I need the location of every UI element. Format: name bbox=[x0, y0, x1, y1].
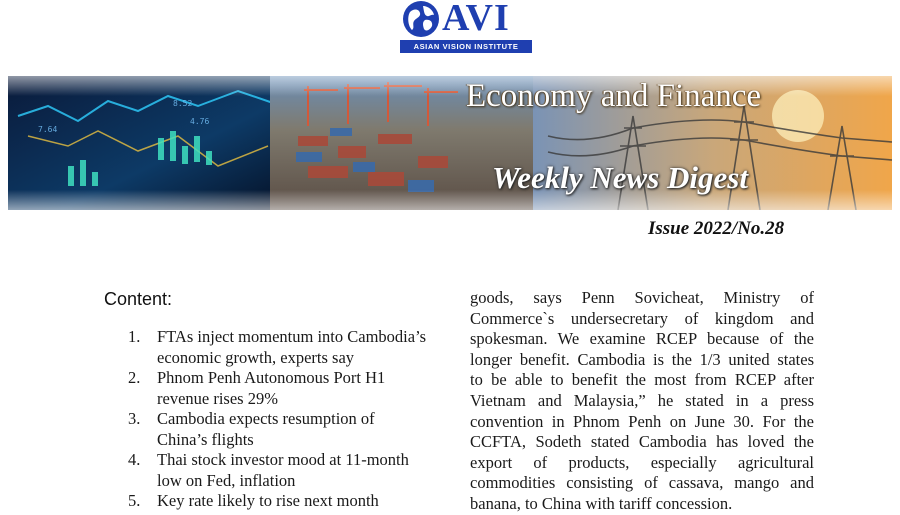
item-title-line1: FTAs inject momentum into Cambodia’s bbox=[157, 327, 427, 346]
avi-logo bbox=[400, 0, 535, 58]
banner-title: Economy and Finance bbox=[466, 78, 762, 114]
contents-list bbox=[128, 327, 448, 512]
article-line: banana, to China with tariff concession. bbox=[470, 493, 733, 513]
banner-subtitle: Weekly News Digest bbox=[492, 160, 748, 195]
item-number: 2. bbox=[128, 368, 141, 387]
article-line: Commerce`s undersecretary of kingdom and bbox=[470, 308, 814, 328]
article-body bbox=[470, 288, 814, 515]
item-title-line2: economic growth, experts say bbox=[157, 347, 355, 367]
item-title-line2: revenue rises 29% bbox=[157, 388, 278, 408]
contents-item[interactable] bbox=[128, 450, 448, 491]
article-line: longer benefit. Cambodia is the 1/3 united states bbox=[470, 349, 814, 369]
item-title-line2: low on Fed, inflation bbox=[157, 470, 296, 490]
article-line: goods, says Penn Sovicheat, Ministry of bbox=[470, 288, 814, 307]
logo-tagline: ASIAN VISION INSTITUTE bbox=[400, 40, 532, 53]
item-number: 5. bbox=[128, 491, 141, 510]
logo-wordmark: AVI bbox=[442, 0, 510, 39]
contents-item[interactable] bbox=[128, 491, 448, 512]
contents-item[interactable] bbox=[128, 409, 448, 450]
globe-icon bbox=[402, 0, 440, 38]
article-line: Vietnam and Malaysia,” he stated in a press bbox=[470, 390, 814, 410]
item-title-line1: Key rate likely to rise next month bbox=[157, 491, 379, 510]
article-line: CCFTA, Sodeth stated Cambodia has loved the bbox=[470, 432, 814, 452]
article-line: export of products, especially agricultural bbox=[470, 452, 814, 472]
item-title-line2: China’s flights bbox=[157, 429, 254, 449]
article-line: convention in Phnom Penh on June 30. For the bbox=[470, 411, 814, 431]
item-number: 4. bbox=[128, 450, 141, 469]
contents-heading: Content: bbox=[104, 289, 173, 309]
article-line: spokesman. We examine RCEP because of the bbox=[470, 329, 814, 349]
item-title-line1: Cambodia expects resumption of bbox=[157, 409, 375, 428]
item-number: 1. bbox=[128, 327, 141, 346]
item-number: 3. bbox=[128, 409, 141, 428]
article-line: to be able to benefit the most from RCEP after bbox=[470, 370, 814, 390]
item-title-line1: Thai stock investor mood at 11-month bbox=[157, 450, 409, 469]
contents-item[interactable] bbox=[128, 327, 448, 368]
issue-number: Issue 2022/No.28 bbox=[648, 218, 785, 239]
article-line: commodities consisting of cassava, mango and bbox=[470, 473, 814, 493]
contents-item[interactable] bbox=[128, 368, 448, 409]
item-title-line1: Phnom Penh Autonomous Port H1 bbox=[157, 368, 386, 387]
